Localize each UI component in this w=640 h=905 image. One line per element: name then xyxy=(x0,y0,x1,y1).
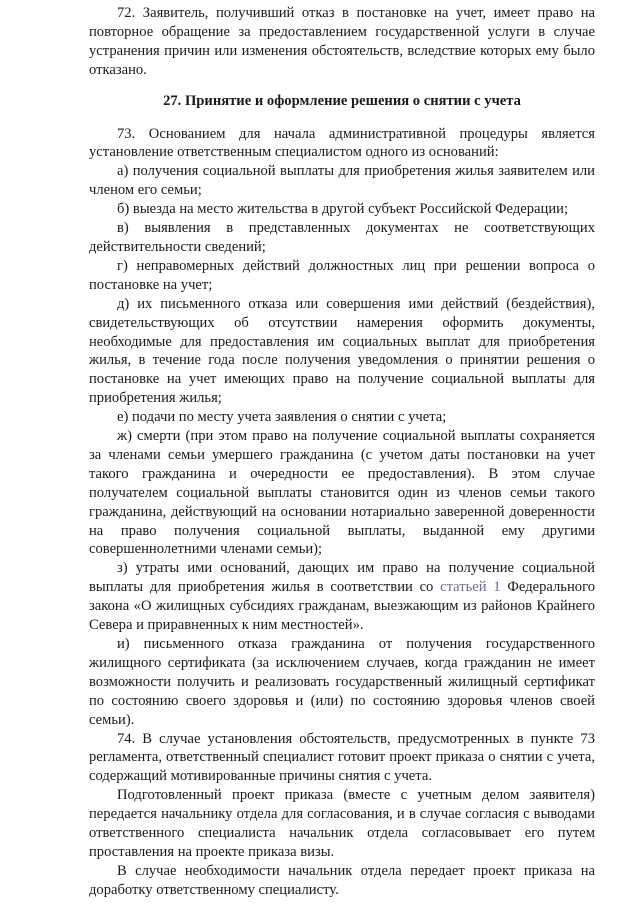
section-heading: 27. Принятие и оформление решения о снятии с учета xyxy=(163,92,521,109)
paragraph-73-intro: 73. Основанием для начала административной процедуры является установление ответственным специалистом одного из оснований: xyxy=(89,125,595,161)
law-article-link[interactable]: статьей 1 xyxy=(440,579,501,596)
paragraph-73-z xyxy=(89,559,595,635)
paragraph-73-g: г) неправомерных действий должностных лиц при решении вопроса о постановке на учет; xyxy=(89,257,595,293)
paragraph-73-b: б) выезда на место жительства в другой субъект Российской Федерации; xyxy=(117,201,569,218)
document-page xyxy=(89,4,595,900)
paragraph-74-revision: В случае необходимости начальник отдела передает проект приказа на доработку ответственному специалисту. xyxy=(89,862,595,898)
paragraph-73-a: а) получения социальной выплаты для приобретения жилья заявителем или членом его семьи; xyxy=(89,163,595,199)
paragraph-74-approval: Подготовленный проект приказа (вместе с учетным делом заявителя) передается начальнику отдела для согласования, и в случае согласия с выводами ответственного специалиста начальник отдела согласовывает его путем проставления на проекте приказа визы. xyxy=(89,787,595,860)
paragraph-73-d: д) их письменного отказа или совершения ими действий (бездействия), свидетельствующих об отсутствии намерения оформить документы, необходимые для предоставления им социальных выплат для приобретения жилья, в течение года после получения уведомления о принятии решения о постановке на учет имеющих право на получение социальной выплаты для приобретения жилья; xyxy=(89,295,595,407)
paragraph-73-zh: ж) смерти (при этом право на получение социальной выплаты сохраняется за членами семьи умершего гражданина (с учетом даты постановки на учет такого гражданина и очередности ее предоставления). В этом случае получателем социальной выплаты становится один из членов семьи такого гражданина, действующий на основании нотариально заверенной доверенности на право получения социальной выплаты, выданной ему другими совершеннолетними членами семьи); xyxy=(89,428,595,558)
paragraph-73-i: и) письменного отказа гражданина от получения государственного жилищного сертификата (за исключением случаев, когда гражданин не имеет возможности получить и реализовать государственный жилищный сертификат по состоянию своего здоровья и (или) по состоянию здоровья членов своей семьи). xyxy=(89,636,595,728)
paragraph-73-e: е) подачи по месту учета заявления о снятии с учета; xyxy=(117,409,447,426)
paragraph-72: 72. Заявитель, получивший отказ в постановке на учет, имеет право на повторное обращение за предоставлением государственной услуги в случае устранения причин или изменения обстоятельств, вследствие которых ему было отказано. xyxy=(89,5,595,78)
paragraph-73-z-text-end: Федерального закона «О жилищных субсидиях гражданам, выезжающим из районов Крайнего Севера и приравненных к ним местностей». xyxy=(89,579,595,634)
paragraph-73-z-text-start: з) утраты ими оснований, дающих им право на получение социальной выплаты для приобретения жилья в соответствии со xyxy=(89,560,595,596)
paragraph-74: 74. В случае установления обстоятельств, предусмотренных в пункте 73 регламента, ответственный специалист готовит проект приказа о снятии с учета, содержащий мотивированные причины снятия с учета. xyxy=(89,730,595,785)
paragraph-73-v: в) выявления в представленных документах не соответствующих действительности сведений; xyxy=(89,220,595,255)
